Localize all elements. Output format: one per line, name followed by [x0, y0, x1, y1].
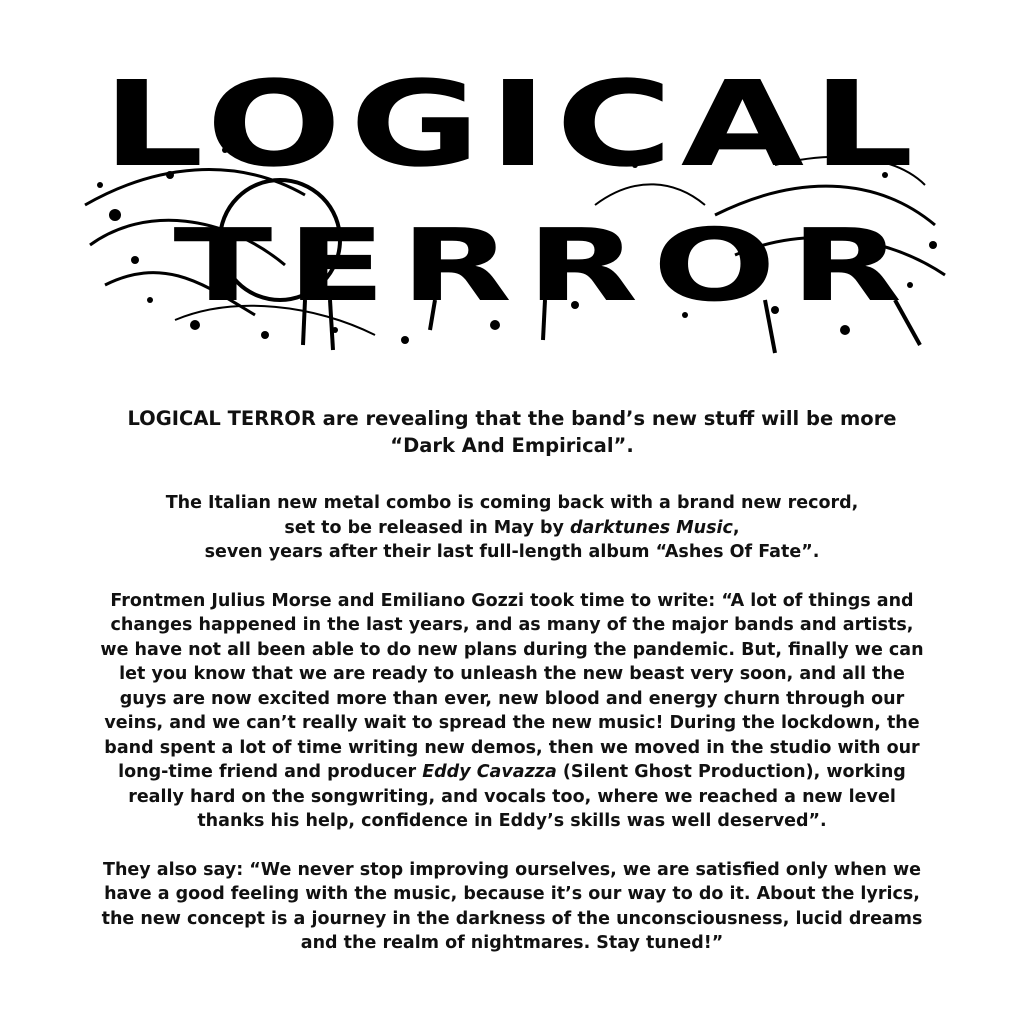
band-logo: [75, 55, 950, 355]
text-line: have a good feeling with the music, because it’s our way to do it. About the lyrics,: [104, 884, 920, 904]
logo-word-terror: [173, 208, 920, 353]
logo-word-logical: [102, 56, 922, 193]
text-line: [40, 760, 984, 785]
producer-name: Eddy Cavazza: [422, 762, 557, 782]
press-release: [40, 405, 984, 980]
text-line: and the realm of nightmares. Stay tuned!”: [300, 933, 724, 953]
text-line: band spent a lot of time writing new demos, then we moved in the studio with our: [104, 737, 920, 758]
text-line: changes happened in the last years, and as many of the major bands and artists,: [110, 615, 914, 635]
text-segment: (Silent Ghost Production), working: [556, 762, 906, 782]
paragraph-closing-quote: [40, 858, 984, 956]
text-line: veins, and we can’t really wait to spread the new music! During the lockdown, the: [104, 713, 920, 733]
headline-text: are revealing that the band’s new stuff will be more: [315, 407, 897, 430]
text-segment: ,: [732, 517, 740, 538]
text-line: The Italian new metal combo is coming back with a brand new record,: [165, 493, 859, 513]
text-segment: set to be released in May by: [284, 517, 570, 538]
text-line: let you know that we are ready to unleash the new beast very soon, and all the: [119, 664, 905, 684]
band-logo-graphic: [75, 55, 950, 355]
paragraph-frontmen-quote: [40, 589, 984, 834]
band-name: LOGICAL TERROR: [127, 407, 316, 430]
text-line: Frontmen Julius Morse and Emiliano Gozzi took time to write: “A lot of things and: [110, 590, 914, 611]
text-line: They also say: “We never stop improving ourselves, we are satisfied only when we: [103, 859, 921, 880]
logo-line-1: LOGICAL: [102, 56, 922, 194]
headline: [40, 405, 984, 459]
text-line: the new concept is a journey in the darkness of the unconsciousness, lucid dreams: [101, 908, 923, 929]
text-line: seven years after their last full-length album “Ashes Of Fate”.: [204, 542, 820, 562]
text-line: we have not all been able to do new plans during the pandemic. But, finally we can: [100, 639, 924, 660]
headline-line-1: [40, 405, 984, 432]
paragraph-announcement: [40, 491, 984, 565]
text-line: really hard on the songwriting, and vocals too, where we reached a new level: [128, 786, 896, 807]
headline-line-2: “Dark And Empirical”.: [390, 434, 634, 457]
text-segment: long-time friend and producer: [118, 762, 423, 782]
text-line: thanks his help, confidence in Eddy’s skills was well deserved”.: [197, 811, 827, 831]
logo-line-2: TERROR: [173, 207, 917, 325]
text-line: [40, 516, 984, 541]
label-name: darktunes Music: [569, 517, 733, 538]
text-line: guys are now excited more than ever, new blood and energy churn through our: [119, 688, 905, 709]
